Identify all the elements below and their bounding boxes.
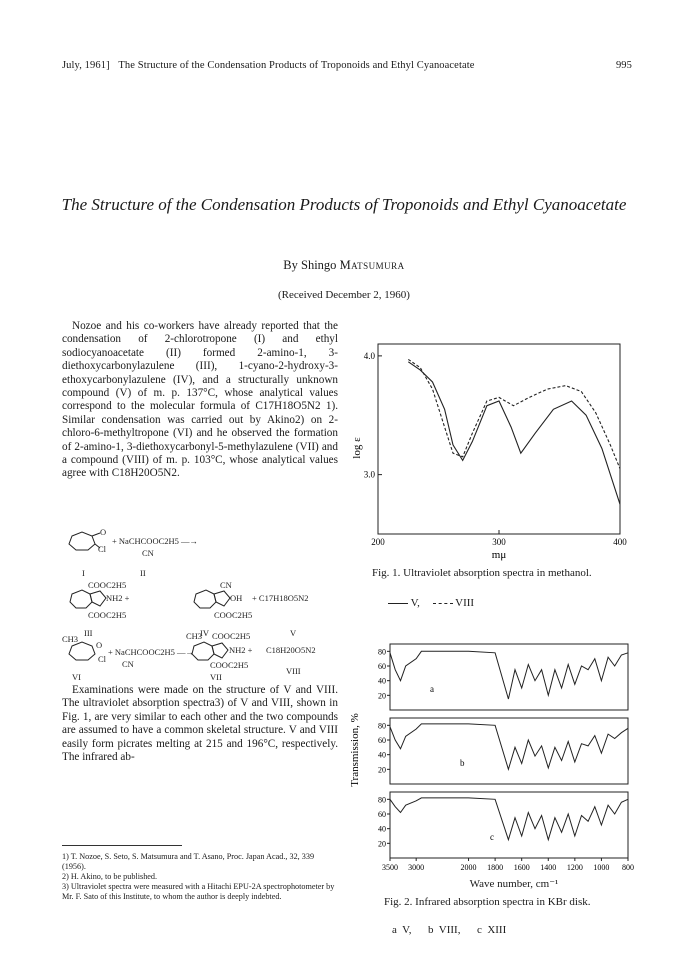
- ir-panel-label: b: [460, 758, 465, 768]
- ir-xtick-label: 1000: [593, 863, 610, 872]
- ir-xtick-label: 1600: [513, 863, 530, 872]
- label-VIII: VIII: [286, 666, 301, 676]
- ir-series-b: [390, 724, 628, 769]
- footnote-rule: [62, 845, 182, 846]
- scheme-cooc2h5-bottom-III: COOC2H5: [88, 610, 127, 620]
- author-line: [0, 258, 688, 273]
- ir-panel-label: a: [430, 684, 434, 694]
- scheme-oh-IV: OH: [230, 593, 243, 603]
- scheme-Cl: Cl: [98, 544, 107, 554]
- uv-series-viii: [408, 359, 620, 468]
- scheme-nh2-III: NH2 +: [106, 593, 130, 603]
- uv-plot-frame: [378, 344, 620, 534]
- fig2-caption: Fig. 2. Infrared absorption spectra in KBr disk.: [384, 896, 591, 908]
- received-date: (Received December 2, 1960): [278, 289, 410, 301]
- scheme-ch3-VII: CH3: [186, 631, 203, 641]
- ir-panel-a: [390, 644, 628, 710]
- ir-xtick-label: 3000: [408, 863, 425, 872]
- uv-xtick-label: 400: [613, 537, 627, 547]
- author-prefix: By Shingo: [283, 258, 337, 272]
- page-number: 995: [615, 60, 632, 71]
- uv-ylabel: log ε: [351, 437, 363, 459]
- footnotes: [62, 852, 338, 902]
- scheme-formula-VIII: C18H20O5N2: [266, 645, 316, 655]
- label-II: II: [140, 568, 146, 578]
- ir-ytick-label: 60: [378, 662, 386, 671]
- label-I: I: [82, 568, 85, 578]
- scheme-cn-1: CN: [142, 548, 154, 558]
- ir-ytick-label: 80: [378, 721, 386, 731]
- ir-xtick-label: 1800: [487, 863, 504, 872]
- ir-xtick-label: 800: [622, 863, 634, 872]
- legend-dashed-line: [433, 603, 453, 604]
- running-head-title: The Structure of the Condensation Products of Troponoids and Ethyl Cyanoacetate: [118, 60, 475, 71]
- tropone-ring-VI: [69, 642, 95, 660]
- footnote-2: 2) H. Akino, to be published.: [62, 872, 158, 881]
- ir-ytick-label: 80: [378, 647, 386, 657]
- scheme-cn-2: CN: [122, 659, 134, 669]
- scheme-cn-IV: CN: [220, 580, 232, 590]
- ir-panel-c: [390, 792, 628, 858]
- scheme-ch3-VI: CH3: [62, 634, 79, 644]
- ir-ytick-label: 40: [378, 676, 386, 686]
- body-paragraph-2: Examinations were made on the structure of V and VIII. The ultraviolet absorption spectra3) of V and VIII, shown in Fig. 1, are very similar to each other and the two compounds are assumed to have a common skeletal structure. V and VIII easily form picrates melting at 215 and 196°C, respectively. The infrared ab-: [62, 684, 338, 764]
- author-surname: Matsumura: [339, 258, 405, 272]
- uv-ytick-label: 3.0: [363, 469, 375, 480]
- legend-viii: VIII: [455, 597, 475, 609]
- scheme-O-VI: O: [96, 640, 103, 650]
- ir-spectrum-chart: [350, 640, 632, 870]
- ir-ytick-label: 80: [378, 795, 386, 805]
- ir-ytick-label: 40: [378, 750, 386, 760]
- azulene-ring-III: [70, 590, 92, 608]
- label-V: V: [290, 628, 297, 638]
- scheme-cooc2h5-IV: COOC2H5: [214, 610, 253, 620]
- label-III: III: [84, 628, 93, 638]
- scheme-cooc2h5-top-III: COOC2H5: [88, 580, 127, 590]
- ir-xtick-label: 2000: [460, 863, 477, 872]
- scheme-O: O: [100, 527, 107, 537]
- scheme-reagent-2: + NaCHCOOC2H5 —→: [108, 647, 195, 657]
- uv-ytick-label: 4.0: [363, 350, 375, 361]
- scheme-cooc2h5-bottom-VII: COOC2H5: [210, 660, 249, 670]
- uv-series-v: [408, 362, 620, 505]
- reaction-scheme: [62, 528, 342, 680]
- ir-xtick-label: 1200: [566, 863, 583, 872]
- uv-spectrum-chart: [352, 340, 628, 565]
- uv-xlabel: mμ: [491, 549, 507, 561]
- tropone-ring-I: [69, 532, 95, 550]
- ir-ytick-label: 20: [378, 839, 386, 849]
- azulene-ring-IV: [194, 590, 216, 608]
- label-IV: IV: [200, 628, 209, 638]
- scheme-nh2-VII: NH2 +: [229, 645, 253, 655]
- body-paragraph-1: Nozoe and his co-workers have already reported that the condensation of 2-chlorotropone (I) and ethyl sodiocyanoacetate (II) formed 2-amino-1, 3-diethoxycarbonylazulene (III), 1-cyano-2-hydroxy-3-ethoxycarbonylazulene (IV), and a structurally unknown compound (V) of m. p. 137°C, whose analytical values correspond to the molecular formula of C17H18O5N2 1). Similar condensation was carried out by Akino2) on 2-chloro-6-methyltropone (VI) and he observed the formation of 2-amino-1, 3-diethoxycarbonyl-5-methylazulene (VII) and a compound (VIII) of m. p. 103°C, whose analytical values agree with C18H20O5N2.: [62, 320, 338, 480]
- ir-series-a: [390, 651, 628, 699]
- legend-solid-line: [388, 603, 408, 604]
- footnote-3: 3) Ultraviolet spectra were measured with a Hitachi EPU-2A spectrophotometer by Mr. F. Sato of this Institute, to whom the author is deeply indebted.: [62, 882, 335, 901]
- ir-xtick-label: 3500: [382, 863, 398, 872]
- fig1-caption: Fig. 1. Ultraviolet absorption spectra in methanol.: [372, 567, 592, 579]
- label-VII: VII: [210, 672, 222, 682]
- ir-xtick-label: 1400: [540, 863, 557, 872]
- uv-xtick-label: 200: [371, 537, 385, 547]
- ir-panel-label: c: [490, 832, 494, 842]
- azulene-ring-VII: [192, 642, 214, 660]
- ir-series-c: [390, 798, 628, 840]
- ir-ytick-label: 20: [378, 765, 386, 775]
- article-title: The Structure of the Condensation Products of Troponoids and Ethyl Cyanoacetate: [61, 195, 627, 214]
- footnote-1: 1) T. Nozoe, S. Seto, S. Matsumura and T. Asano, Proc. Japan Acad., 32, 339 (1956).: [62, 852, 315, 871]
- scheme-reagent-1: + NaCHCOOC2H5 —→: [112, 536, 199, 546]
- ir-panel-b: [390, 718, 628, 784]
- ir-ytick-label: 60: [378, 736, 386, 745]
- fig1-legend: [388, 597, 628, 610]
- ir-ytick-label: 40: [378, 824, 386, 834]
- legend-v: V,: [410, 597, 420, 609]
- ir-ytick-label: 20: [378, 691, 386, 701]
- scheme-Cl-VI: Cl: [98, 654, 107, 664]
- fig2-xlabel: Wave number, cm⁻¹: [469, 878, 559, 890]
- ir-ytick-label: 60: [378, 810, 386, 819]
- ir-ylabel: Transmission, %: [349, 713, 361, 787]
- running-head-left: July, 1961]: [62, 60, 110, 71]
- fig2-legend: a V, b VIII, c XIII: [392, 924, 507, 936]
- running-head: [62, 60, 632, 71]
- scheme-cooc2h5-top-VII: COOC2H5: [212, 631, 251, 641]
- scheme-formula-V: + C17H18O5N2: [252, 593, 309, 603]
- uv-xtick-label: 300: [492, 537, 506, 547]
- label-VI: VI: [72, 672, 81, 682]
